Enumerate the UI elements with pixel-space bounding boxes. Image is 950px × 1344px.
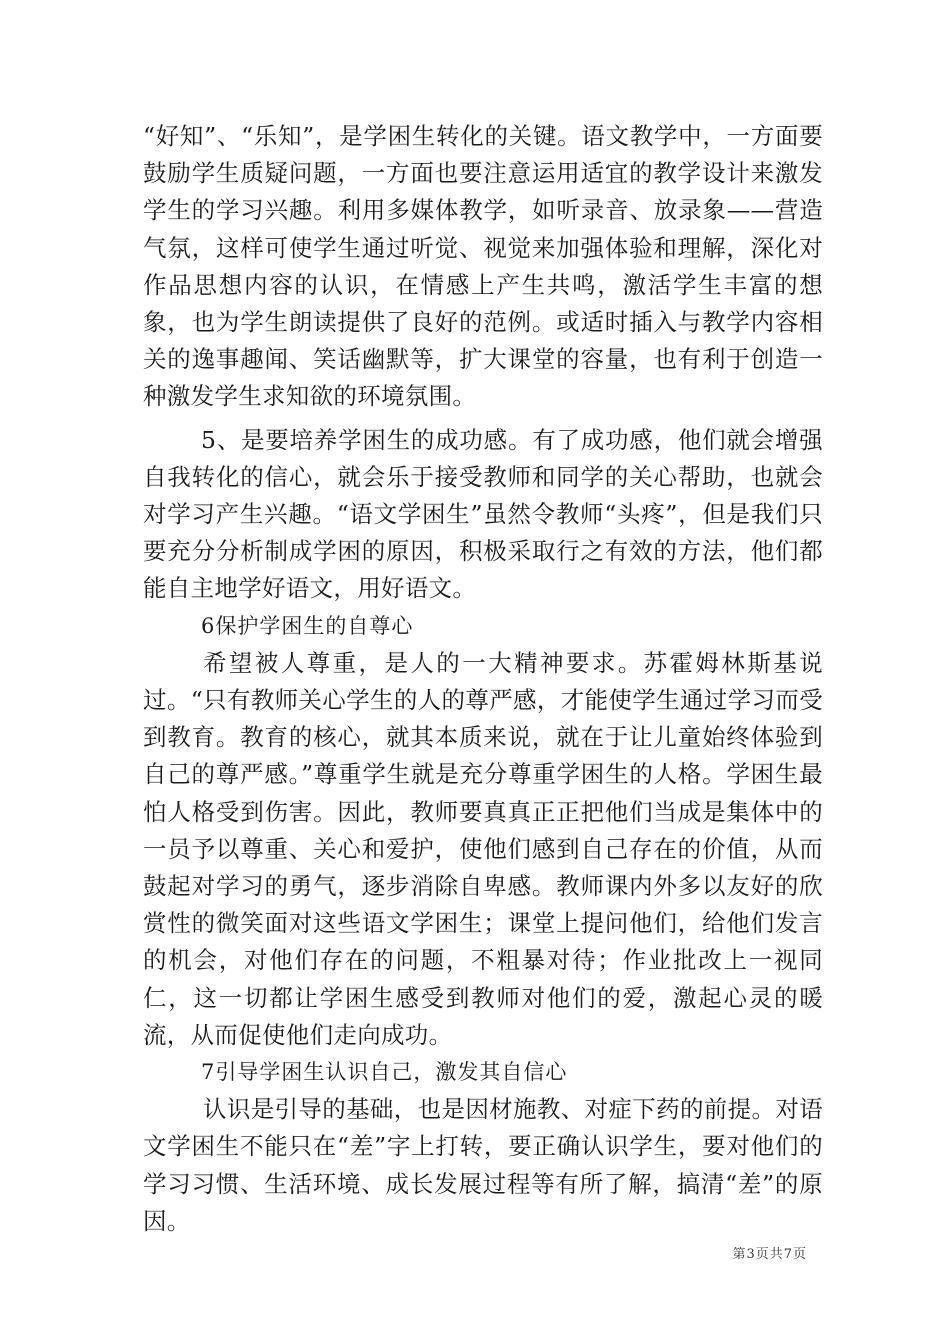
paragraph-motivation: “好知”、“乐知”，是学困生转化的关键。语文教学中，一方面要鼓励学生质疑问题，一方面也要注意运用适宜的教学设计来激发学生的学习兴趣。利用多媒体教学，如听录音、放录象——营造气氛，这样可使学生通过听觉、视觉来加强体验和理解，深化对作品思想内容的认识，在情感上产生共鸣，激活学生丰富的想象，也为学生朗读提供了良好的范例。或适时插入与教学内容相关的逸事趣闻、笑话幽默等，扩大课堂的容量，也有利于创造一种激发学生求知欲的环境氛围。 [143,122,823,411]
section-heading-self-esteem: 6保护学困生的自尊心 [201,613,414,638]
page-number-footer: 第3页共7页 [732,1247,807,1262]
paragraph-respect: 希望被人尊重，是人的一大精神要求。苏霍姆林斯基说过。“只有教师关心学生的人的尊严感，才能使学生通过学习而受到教育。教育的核心，就其本质来说，就在于让儿童始终体验到自己的尊严感。”尊重学生就是充分尊重学困生的人格。学困生最怕人格受到伤害。因此，教师要真真正正把他们当成是集体中的一员予以尊重、关心和爱护，使他们感到自己存在的价值，从而鼓起对学习的勇气，逐步消除自卑感。教师课内外多以友好的欣赏性的微笑面对这些语文学困生；课堂上提问他们，给他们发言的机会，对他们存在的问题，不粗暴对待；作业批改上一视同仁，这一切都让学困生感受到教师对他们的爱，激起心灵的暖流，从而促使他们走向成功。 [143,648,823,1049]
section-heading-self-confidence: 7引导学困生认识自己，激发其自信心 [201,1060,568,1085]
document-body [143,118,823,1240]
paragraph-success-sense: 5、是要培养学困生的成功感。有了成功感，他们就会增强自我转化的信心，就会乐于接受教师和同学的关心帮助，也就会对学习产生兴趣。“语文学困生”虽然令教师“头疼”，但是我们只要充分分析制成学困的原因，积极采取行之有效的方法，他们都能自主地学好语文，用好语文。 [143,425,823,603]
paragraph-understanding: 认识是引导的基础，也是因材施教、对症下药的前提。对语文学困生不能只在“差”字上打转，要正确认识学生，要对他们的学习习惯、生活环境、成长发展过程等有所了解，搞清“差”的原因。 [143,1095,823,1235]
